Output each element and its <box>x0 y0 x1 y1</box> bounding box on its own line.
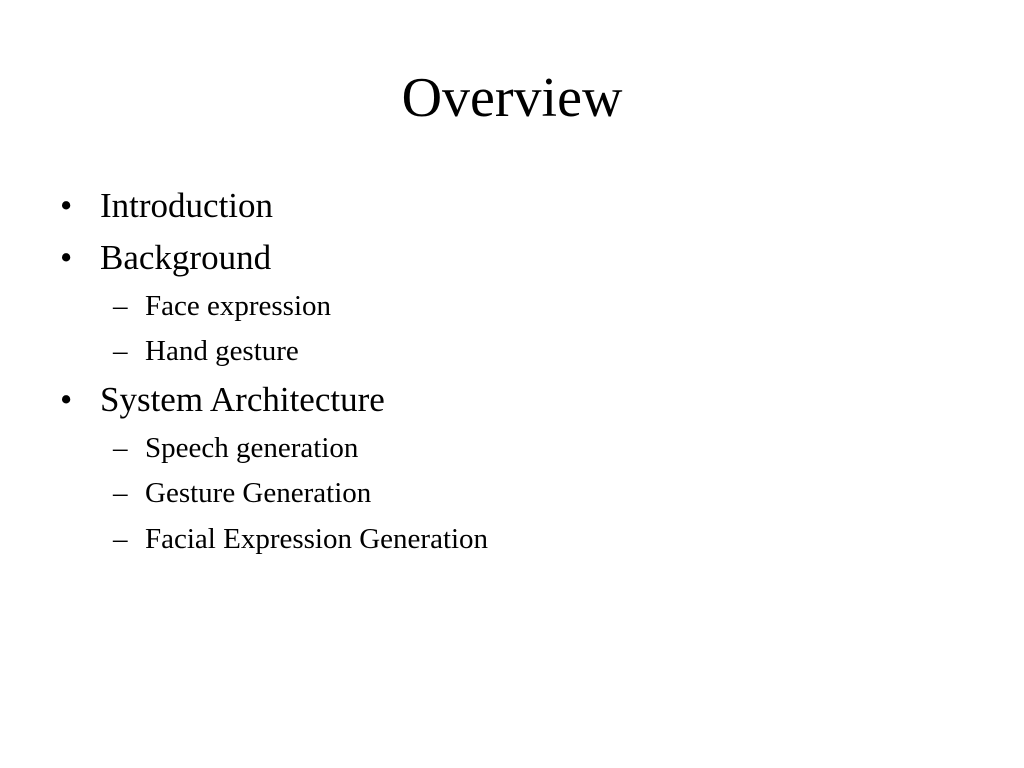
sub-item-text: Facial Expression Generation <box>145 523 489 555</box>
dash-icon: – <box>113 477 128 509</box>
bullet-icon: • <box>60 380 73 419</box>
sub-item-text: Speech generation <box>145 432 359 464</box>
dash-icon: – <box>113 432 128 464</box>
bullet-text: Background <box>100 238 272 277</box>
bullet-text: Introduction <box>100 186 274 225</box>
sub-item-face-expression <box>113 289 332 323</box>
bullet-icon: • <box>60 238 73 277</box>
dash-icon: – <box>113 335 128 367</box>
sub-item-speech-generation <box>113 431 359 465</box>
sub-item-text: Hand gesture <box>145 335 299 367</box>
slide-title: Overview <box>401 67 623 129</box>
sub-item-text: Face expression <box>145 290 332 322</box>
sub-item-text: Gesture Generation <box>145 477 372 509</box>
bullet-item-system-architecture <box>60 380 385 420</box>
sub-item-facial-expression-generation <box>113 522 489 556</box>
bullet-text: System Architecture <box>100 380 385 419</box>
bullet-icon: • <box>60 186 73 225</box>
dash-icon: – <box>113 290 128 322</box>
dash-icon: – <box>113 523 128 555</box>
sub-item-gesture-generation <box>113 476 372 510</box>
bullet-item-background <box>60 238 272 278</box>
bullet-item-introduction <box>60 186 274 226</box>
sub-item-hand-gesture <box>113 334 299 368</box>
